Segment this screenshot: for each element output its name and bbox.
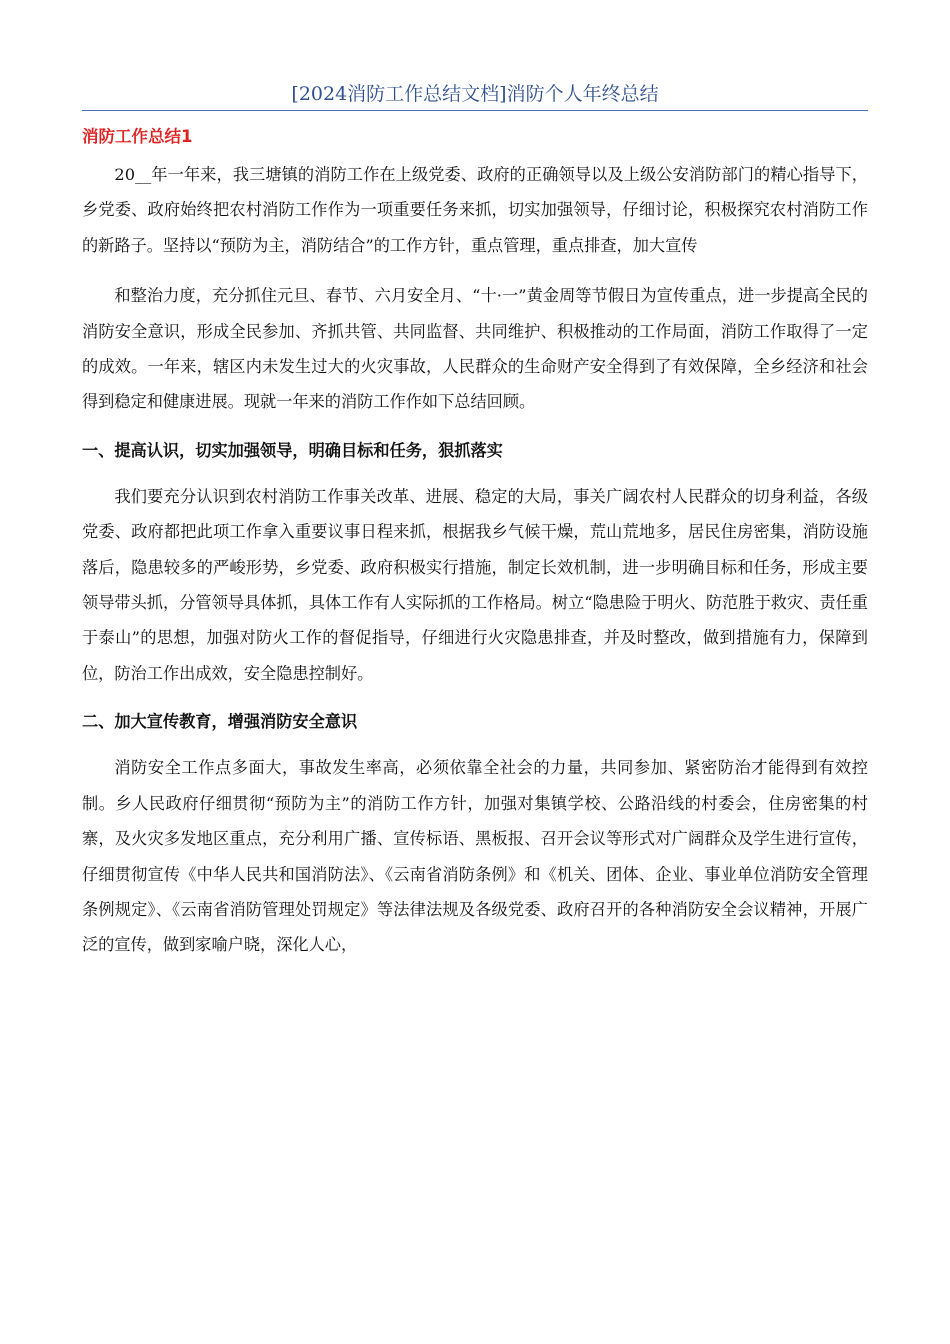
document-header: [2024消防工作总结文档]消防个人年终总结 <box>82 80 868 111</box>
document-body <box>82 124 868 963</box>
paragraph-2: 和整治力度，充分抓住元旦、春节、六月安全月、“十·一”黄金周等节假日为宣传重点，进一步提高全民的消防安全意识，形成全民参加、齐抓共管、共同监督、共同维护、积极推动的工作局面，消防工作取得了一定的成效。一年来，辖区内未发生过大的火灾事故，人民群众的生命财产安全得到了有效保障，全乡经济和社会得到稳定和健康进展。现就一年来的消防工作作如下总结回顾。 <box>82 286 868 412</box>
section-title: 消防工作总结1 <box>82 127 193 146</box>
heading-1: 一、提高认识，切实加强领导，明确目标和任务，狠抓落实 <box>82 440 503 460</box>
heading-2: 二、加大宣传教育，增强消防安全意识 <box>82 712 358 732</box>
paragraph-4: 消防安全工作点多面大，事故发生率高，必须依靠全社会的力量，共同参加、紧密防治才能得到有效控制。乡人民政府仔细贯彻“预防为主”的消防工作方针，加强对集镇学校、公路沿线的村委会，住房密集的村寨，及火灾多发地区重点，充分利用广播、宣传标语、黑板报、召开会议等形式对广阔群众及学生进行宣传，仔细贯彻宣传《中华人民共和国消防法》、《云南省消防条例》和《机关、团体、企业、事业单位消防安全管理条例规定》、《云南省消防管理处罚规定》等法律法规及各级党委、政府召开的各种消防安全会议精神，开展广泛的宣传，做到家喻户晓，深化人心， <box>82 758 868 955</box>
paragraph-3: 我们要充分认识到农村消防工作事关改革、进展、稳定的大局，事关广阔农村人民群众的切身利益，各级党委、政府都把此项工作拿入重要议事日程来抓，根据我乡气候干燥，荒山荒地多，居民住房密集，消防设施落后，隐患较多的严峻形势，乡党委、政府积极实行措施，制定长效机制，进一步明确目标和任务，形成主要领导带头抓，分管领导具体抓，具体工作有人实际抓的工作格局。树立“隐患险于明火、防范胜于救灾、责任重于泰山”的思想，加强对防火工作的督促指导，仔细进行火灾隐患排查，并及时整改，做到措施有力，保障到位，防治工作出成效，安全隐患控制好。 <box>82 486 868 683</box>
paragraph-1: 20__年一年来，我三塘镇的消防工作在上级党委、政府的正确领导以及上级公安消防部门的精心指导下，乡党委、政府始终把农村消防工作作为一项重要任务来抓，切实加强领导，仔细讨论，积极探究农村消防工作的新路子。坚持以“预防为主，消防结合”的工作方针，重点管理，重点排查，加大宣传 <box>82 165 868 255</box>
